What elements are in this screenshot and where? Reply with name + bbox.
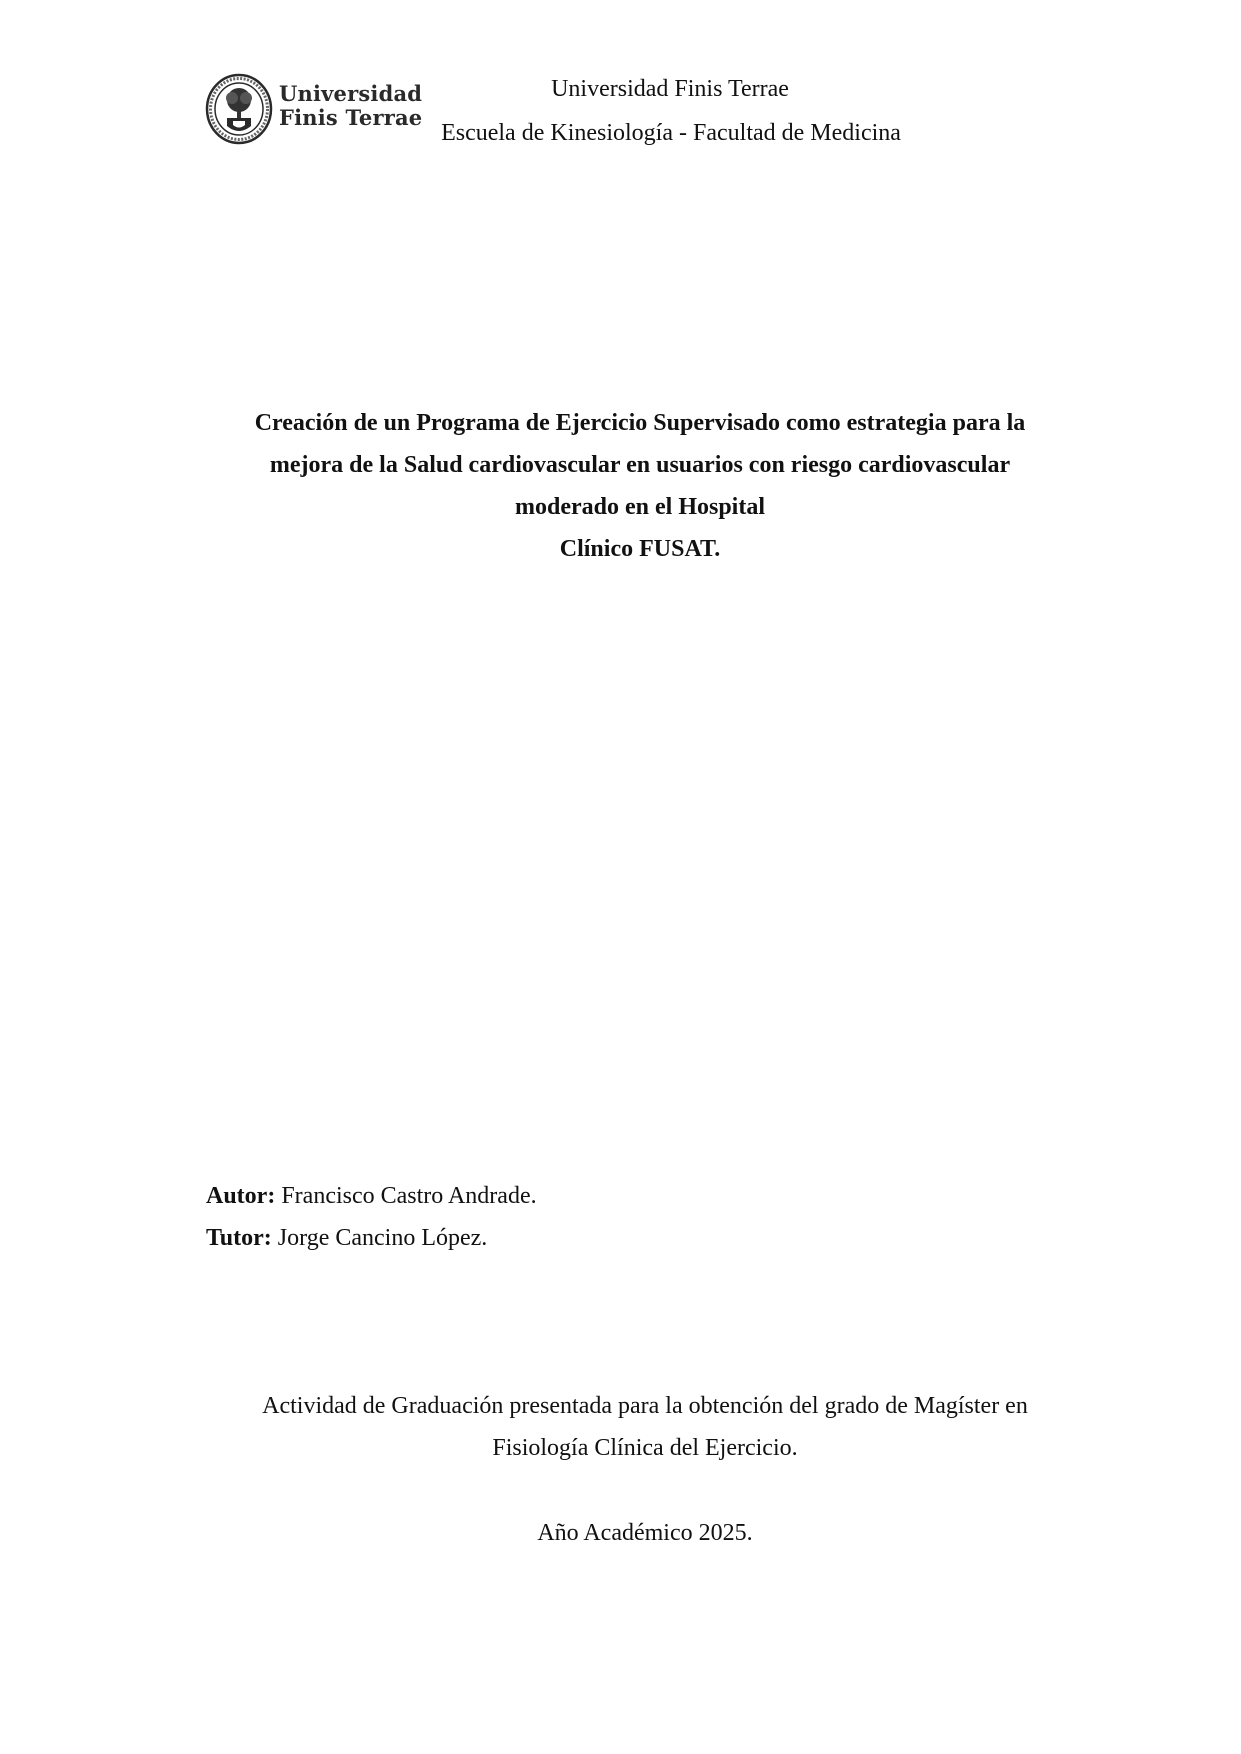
author-row bbox=[206, 1175, 537, 1217]
tutor-label: Tutor: bbox=[206, 1225, 272, 1251]
wordmark-line-2: Finis Terrae bbox=[279, 105, 423, 130]
tutor-name: Jorge Cancino López. bbox=[271, 1225, 488, 1251]
tutor-row bbox=[206, 1217, 537, 1259]
title-line-1: Creación de un Programa de Ejercicio Supervisado como estrategia para la bbox=[254, 410, 1026, 436]
graduation-statement bbox=[220, 1385, 1070, 1469]
university-logo bbox=[205, 72, 435, 148]
wordmark-line-1: Universidad bbox=[279, 81, 423, 106]
header-school: Escuela de Kinesiología - Facultad de Medicina bbox=[441, 120, 901, 146]
title-line-3: moderado en el Hospital bbox=[515, 494, 765, 520]
title-line-4: Clínico FUSAT. bbox=[559, 536, 721, 562]
statement-line-2: Fisiología Clínica del Ejercicio. bbox=[492, 1435, 798, 1461]
academic-year: Año Académico 2025. bbox=[537, 1520, 753, 1546]
statement-line-1: Actividad de Graduación presentada para la obtención del grado de Magíster en bbox=[262, 1393, 1028, 1419]
document-title bbox=[230, 402, 1050, 570]
author-label: Autor: bbox=[206, 1183, 276, 1209]
university-seal-icon bbox=[205, 72, 273, 146]
credits-block bbox=[206, 1175, 537, 1259]
university-wordmark bbox=[279, 82, 422, 130]
author-name: Francisco Castro Andrade. bbox=[275, 1183, 537, 1209]
title-line-2: mejora de la Salud cardiovascular en usuarios con riesgo cardiovascular bbox=[269, 452, 1011, 478]
header-university: Universidad Finis Terrae bbox=[551, 76, 789, 102]
